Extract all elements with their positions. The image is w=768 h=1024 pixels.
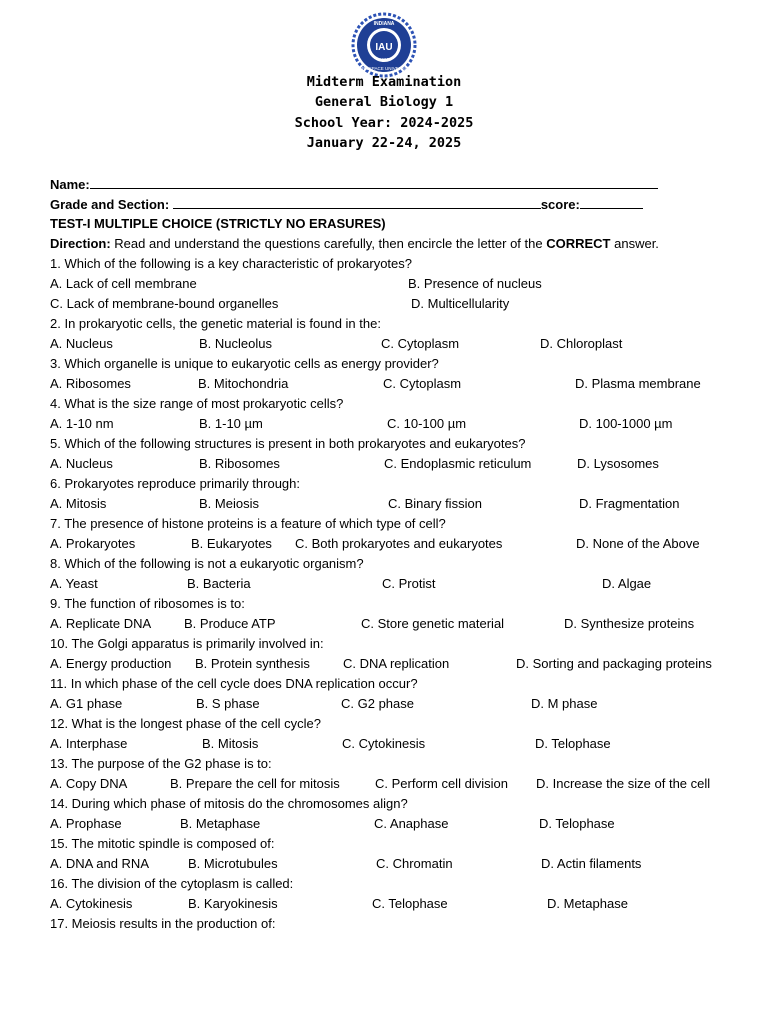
exam-dates: January 22-24, 2025 — [306, 134, 462, 151]
score-blank[interactable] — [580, 196, 643, 209]
question-text: 8. Which of the following is not a eukaryotic organism? — [50, 556, 364, 571]
direction-text-1: Read and understand the questions carefully, then encircle the letter of the — [110, 236, 547, 251]
choice-b[interactable]: B. Mitochondria — [198, 376, 289, 391]
choice-b[interactable]: B. Meiosis — [199, 496, 259, 511]
choice-c[interactable]: C. Cytoplasm — [381, 336, 460, 351]
direction-text-2: answer. — [610, 236, 659, 251]
test-title: TEST-I MULTIPLE CHOICE (STRICTLY NO ERASURES) — [50, 216, 386, 231]
question-text: 17. Meiosis results in the production of: — [50, 916, 276, 931]
exam-title: Midterm Examination — [306, 74, 462, 90]
choice-b[interactable]: B. Eukaryotes — [191, 536, 272, 551]
choice-d[interactable]: D. M phase — [531, 696, 598, 711]
choice-a[interactable]: A. Cytokinesis — [50, 896, 133, 911]
choice-c[interactable]: C. Cytokinesis — [342, 736, 426, 751]
choice-a[interactable]: A. Prokaryotes — [50, 536, 136, 551]
choice-d[interactable]: D. Chloroplast — [540, 336, 623, 351]
direction-line — [50, 236, 659, 252]
choice-c[interactable]: C. DNA replication — [343, 656, 450, 671]
choice-a[interactable]: A. DNA and RNA — [50, 856, 149, 871]
choice-d[interactable]: D. Lysosomes — [577, 456, 659, 471]
choice-b[interactable]: B. Ribosomes — [199, 456, 280, 471]
question-text: 13. The purpose of the G2 phase is to: — [50, 756, 272, 771]
choice-d[interactable]: D. Actin filaments — [541, 856, 642, 871]
name-label: Name: — [50, 177, 90, 192]
question-text: 11. In which phase of the cell cycle does DNA replication occur? — [50, 676, 418, 691]
choice-d[interactable]: D. Plasma membrane — [575, 376, 701, 391]
choice-d[interactable]: D. Fragmentation — [579, 496, 680, 511]
section-blank[interactable] — [173, 196, 541, 209]
choice-b[interactable]: B. Karyokinesis — [188, 896, 278, 911]
choice-d[interactable]: D. Algae — [602, 576, 652, 591]
choice-a[interactable]: A. Replicate DNA — [50, 616, 152, 631]
choice-c[interactable]: C. Protist — [382, 576, 436, 591]
choice-d[interactable]: D. Sorting and packaging proteins — [516, 656, 712, 671]
choice-b[interactable]: B. Prepare the cell for mitosis — [170, 776, 340, 791]
choice-d[interactable]: D. None of the Above — [576, 536, 700, 551]
choice-b[interactable]: B. Bacteria — [187, 576, 251, 591]
question-text: 6. Prokaryotes reproduce primarily through: — [50, 476, 301, 491]
choice-b[interactable]: B. 1-10 µm — [199, 416, 263, 431]
choice-b[interactable]: B. Nucleolus — [199, 336, 272, 351]
choice-d[interactable]: D. 100-1000 µm — [579, 416, 673, 431]
choice-c[interactable]: C. Perform cell division — [375, 776, 508, 791]
question-text: 14. During which phase of mitosis do the chromosomes align? — [50, 796, 408, 811]
exam-header — [0, 72, 768, 153]
question-text: 10. The Golgi apparatus is primarily involved in: — [50, 636, 324, 651]
direction-label: Direction: — [50, 236, 111, 251]
choice-c[interactable]: C. Chromatin — [376, 856, 453, 871]
subject-title: General Biology 1 — [314, 94, 454, 111]
choice-a[interactable]: A. Ribosomes — [50, 376, 131, 391]
question-text: 9. The function of ribosomes is to: — [50, 596, 245, 611]
choice-a[interactable]: A. Nucleus — [50, 336, 113, 351]
choice-d[interactable]: D. Synthesize proteins — [564, 616, 695, 631]
choice-c[interactable]: C. Store genetic material — [361, 616, 505, 631]
choice-a[interactable]: A. Lack of cell membrane — [50, 276, 197, 291]
svg-text:1992: 1992 — [378, 57, 390, 62]
choice-a[interactable]: A. G1 phase — [50, 696, 123, 711]
choice-c[interactable]: C. Binary fission — [388, 496, 482, 511]
choice-d[interactable]: D. Increase the size of the cell — [536, 776, 711, 791]
university-seal-logo — [345, 12, 423, 78]
question-text: 4. What is the size range of most prokaryotic cells? — [50, 396, 344, 411]
question-text: 15. The mitotic spindle is composed of: — [50, 836, 275, 851]
choice-a[interactable]: A. Interphase — [50, 736, 128, 751]
svg-text:IAU: IAU — [375, 42, 393, 53]
score-label: score: — [540, 197, 580, 212]
choice-a[interactable]: A. Copy DNA — [50, 776, 128, 791]
choice-d[interactable]: D. Metaphase — [547, 896, 628, 911]
choice-c[interactable]: C. 10-100 µm — [387, 416, 467, 431]
question-text: 7. The presence of histone proteins is a feature of which type of cell? — [50, 516, 446, 531]
question-text: 3. Which organelle is unique to eukaryotic cells as energy provider? — [50, 356, 439, 371]
choice-c[interactable]: C. Endoplasmic reticulum — [384, 456, 532, 471]
choice-a[interactable]: A. Prophase — [50, 816, 122, 831]
choice-b[interactable]: B. Metaphase — [180, 816, 261, 831]
choice-c[interactable]: C. Anaphase — [374, 816, 449, 831]
section-label: Grade and Section: — [50, 197, 170, 212]
choice-c[interactable]: C. Telophase — [372, 896, 448, 911]
question-text: 2. In prokaryotic cells, the genetic material is found in the: — [50, 316, 381, 331]
choice-d[interactable]: D. Telophase — [535, 736, 611, 751]
choice-b[interactable]: B. Produce ATP — [184, 616, 276, 631]
question-text: 16. The division of the cytoplasm is called: — [50, 876, 294, 891]
choice-a[interactable]: A. Mitosis — [50, 496, 107, 511]
choice-c[interactable]: C. Lack of membrane-bound organelles — [50, 296, 279, 311]
question-text: 1. Which of the following is a key characteristic of prokaryotes? — [50, 256, 412, 271]
choice-c[interactable]: C. G2 phase — [341, 696, 414, 711]
choice-b[interactable]: B. S phase — [196, 696, 260, 711]
name-line — [50, 176, 658, 193]
choice-d[interactable]: D. Multicellularity — [411, 296, 510, 311]
choice-b[interactable]: B. Presence of nucleus — [408, 276, 542, 291]
choice-b[interactable]: B. Microtubules — [188, 856, 278, 871]
section-score-line — [50, 196, 643, 213]
choice-c[interactable]: C. Both prokaryotes and eukaryotes — [295, 536, 503, 551]
choice-c[interactable]: C. Cytoplasm — [383, 376, 462, 391]
question-text: 5. Which of the following structures is present in both prokaryotes and eukaryotes? — [50, 436, 526, 451]
svg-text:AEROSPACE UNIVERSITY: AEROSPACE UNIVERSITY — [356, 66, 412, 71]
direction-emphasis: CORRECT — [546, 236, 611, 251]
choice-a[interactable]: A. 1-10 nm — [50, 416, 114, 431]
name-blank[interactable] — [90, 176, 658, 189]
svg-text:INDIANA: INDIANA — [373, 21, 395, 27]
choice-d[interactable]: D. Telophase — [539, 816, 615, 831]
choice-b[interactable]: B. Mitosis — [202, 736, 259, 751]
school-year: School Year: 2024-2025 — [294, 114, 474, 131]
choice-a[interactable]: A. Energy production — [50, 656, 172, 671]
choice-a[interactable]: A. Yeast — [50, 576, 98, 591]
choice-a[interactable]: A. Nucleus — [50, 456, 113, 471]
choice-b[interactable]: B. Protein synthesis — [195, 656, 310, 671]
question-text: 12. What is the longest phase of the cell cycle? — [50, 716, 321, 731]
